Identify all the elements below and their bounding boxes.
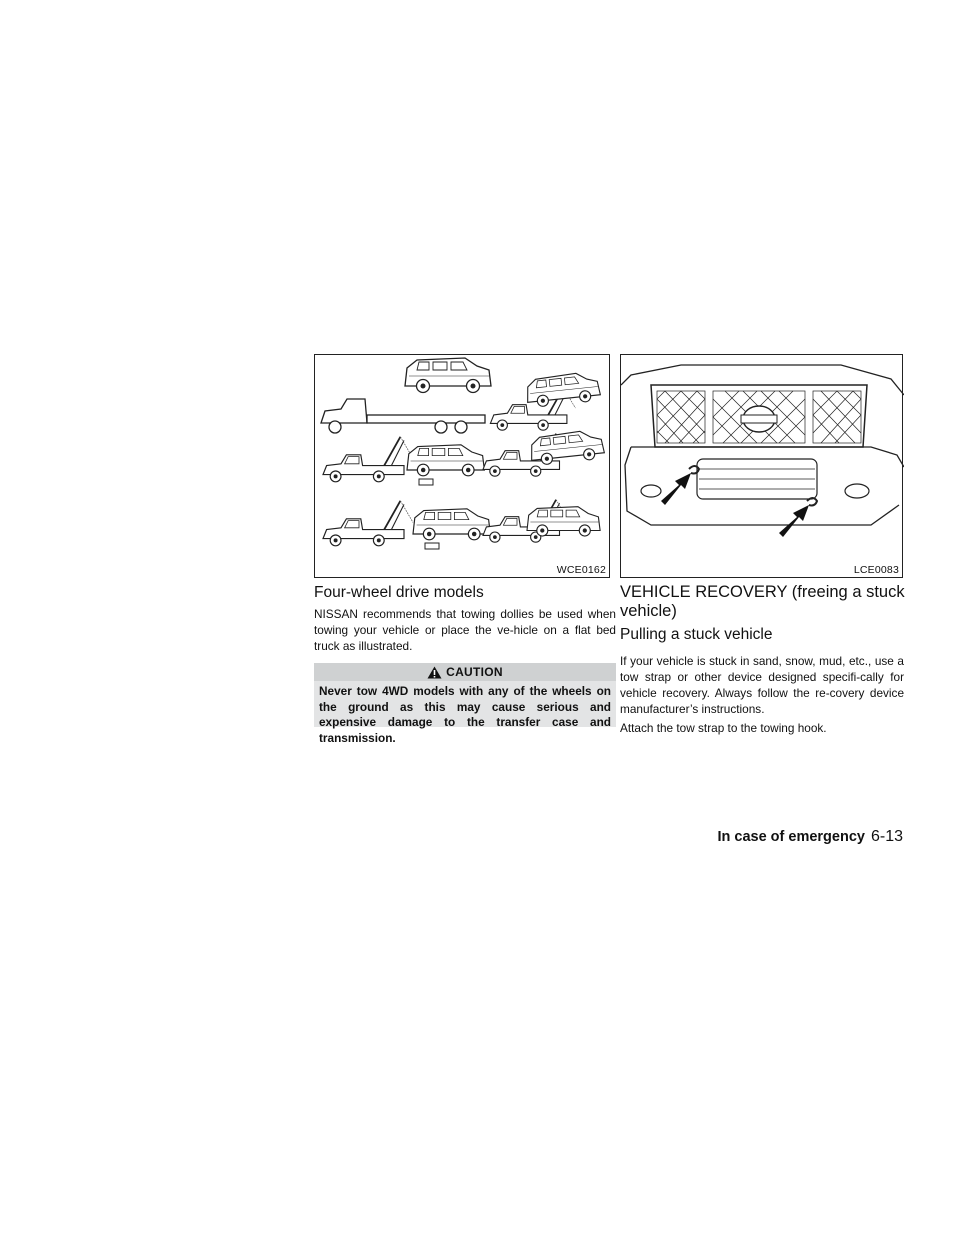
caution-text: Never tow 4WD models with any of the wheels on the ground as this may cause serious and expensive damage to the transfer case and transmission. [319,684,611,745]
subheading-pulling-stuck-vehicle: Pulling a stuck vehicle [620,626,773,643]
front-bumper-illustration [621,355,904,579]
tow-strap-paragraph: Attach the tow strap to the towing hook. [620,721,827,735]
page-footer [717,828,903,846]
caution-header [314,663,616,681]
figure-code: WCE0162 [552,563,609,577]
caution-label: CAUTION [446,665,503,679]
section-heading-vehicle-recovery: VEHICLE RECOVERY (freeing a stuck vehicle) [620,583,905,620]
caution-box [314,663,616,745]
page-number: 6-13 [870,828,903,845]
towing-methods-illustration [315,355,611,579]
towing-methods-figure [314,354,610,578]
section-heading-four-wheel-drive: Four-wheel drive models [314,584,484,601]
vehicle-recovery-paragraph: If your vehicle is stuck in sand, snow, mud, etc., use a tow strap or other device designed specifi-cally for vehicle recovery. Always follow the re-covery device manufacturer’s instructions. [620,654,904,716]
four-wheel-drive-body: NISSAN recommends that towing dollies be used when towing your vehicle or place the ve-hicle on a flat bed truck as illustrated. [314,607,616,653]
tow-hook-figure [620,354,903,578]
figure-code: LCE0083 [849,563,902,577]
footer-section-title: In case of emergency [717,829,865,845]
warning-triangle-icon [427,666,442,679]
